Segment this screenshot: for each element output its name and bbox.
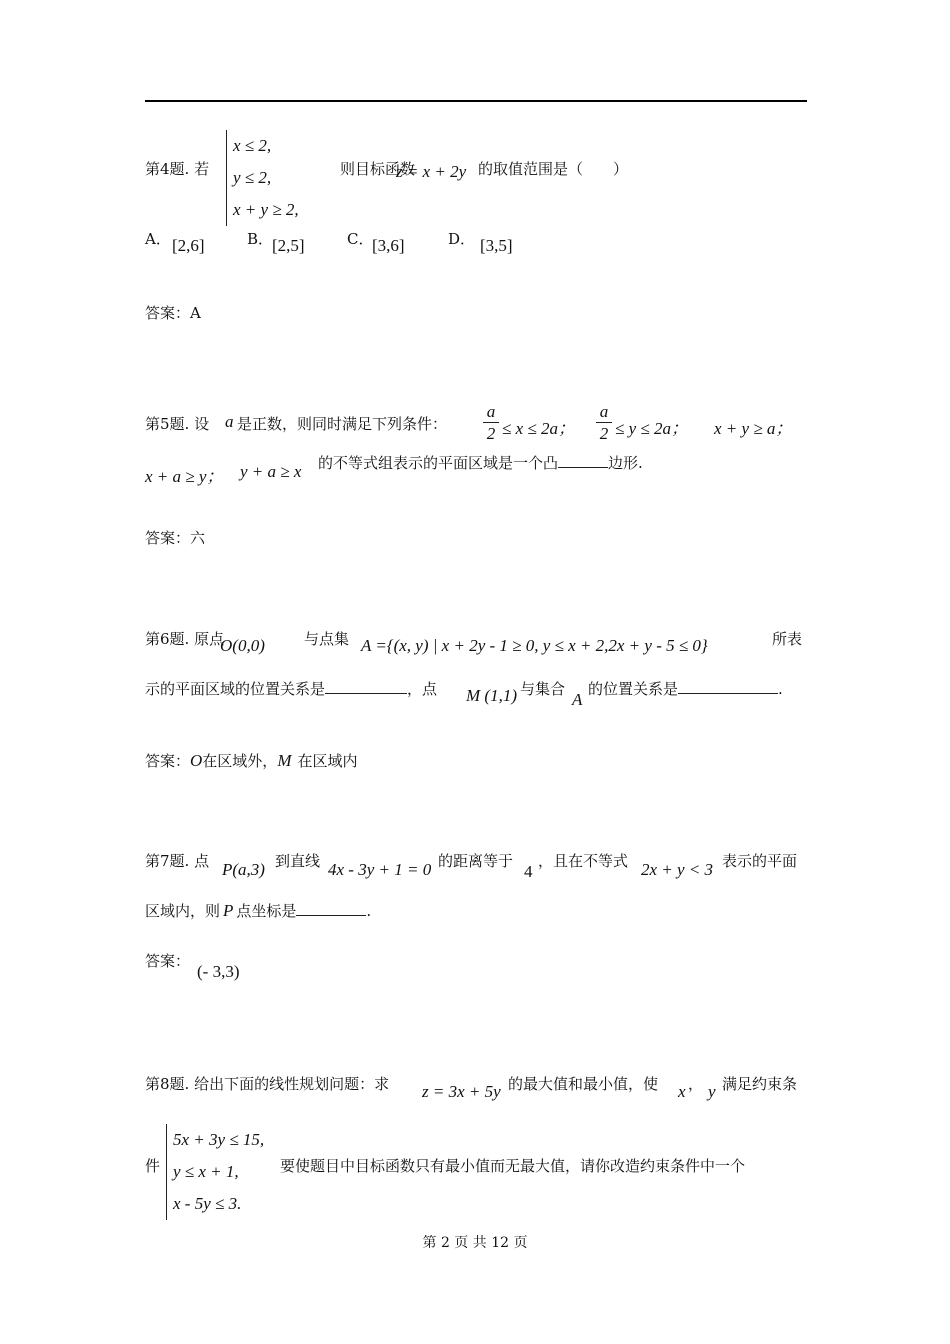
q5-answer: 答案：六 [145, 529, 206, 547]
q4-constraint-system [226, 130, 299, 226]
q5-text-3: 边形. [608, 454, 643, 472]
q5-label: 第5题. 设 [145, 415, 210, 433]
q6-line-2b: ，点 [407, 680, 438, 698]
q7-blank[interactable] [296, 915, 366, 916]
q5-text-1: 是正数，则同时满足下列条件： [237, 415, 448, 433]
q7-line-eq: 4x - 3y + 1 = 0 [328, 860, 432, 879]
q4-constraint-2: y ≤ 2, [233, 168, 272, 187]
q7-inequality: 2x + y < 3 [641, 860, 714, 879]
q7-text-2: 的距离等于 [438, 852, 514, 870]
q8-constraint-1: 5x + 3y ≤ 15, [173, 1130, 265, 1149]
q6-answer [145, 750, 358, 771]
q4-option-b-value: [2,5] [272, 236, 305, 255]
q4-constraint-3: x + y ≥ 2, [233, 200, 299, 219]
q4-option-c-letter: C． [347, 230, 374, 248]
q8-text-2: 满足约束条 [722, 1075, 798, 1093]
q7-line-2 [145, 900, 371, 921]
q4-option-c-value: [3,6] [372, 236, 405, 255]
q7-distance: 4 [524, 862, 533, 881]
q8-constraint-system [166, 1124, 264, 1220]
q5-condition-2: ≤ y ≤ 2a； [615, 419, 688, 438]
q7-text-3: ，且在不等式 [538, 852, 629, 870]
q4-option-d-value: [3,5] [480, 236, 513, 255]
q6-answer-mid: 在区域外， [202, 752, 278, 770]
q5-condition-1: ≤ x ≤ 2a； [502, 419, 575, 438]
q5-var-a: a [225, 412, 234, 431]
q6-origin: O(0,0) [220, 636, 265, 655]
q5-condition-4: x + a ≥ y； [145, 467, 224, 486]
q7-text-1: 到直线 [275, 852, 321, 870]
q6-line-2d-wrap [588, 678, 783, 699]
q8-var-x: x [678, 1082, 686, 1101]
q5-text-2 [318, 452, 643, 473]
q5-blank[interactable] [558, 467, 608, 468]
q6-text-1: 与点集 [304, 630, 350, 648]
q4-tail-text: 的取值范围是（ ） [478, 160, 629, 178]
q8-objective: z = 3x + 5y [422, 1082, 501, 1101]
q8-text-3: 要使题目中目标函数只有最小值而无最大值，请你改造约束条件中一个 [280, 1157, 746, 1175]
q5-fraction-1-den: 2 [486, 424, 496, 443]
q6-line-2c: 与集合 [520, 680, 566, 698]
q6-line-2e: . [778, 680, 783, 698]
q8-comma: ， [688, 1075, 704, 1093]
q4-label: 第4题. 若 [145, 160, 210, 178]
q8-text-1: 的最大值和最小值，使 [508, 1075, 659, 1093]
q4-constraint-1: x ≤ 2, [233, 136, 272, 155]
q6-answer-O: O [190, 751, 203, 770]
page-footer: 第 2 页 共 12 页 [422, 1235, 528, 1251]
q7-line-2b: 点坐标是 [236, 902, 297, 920]
q8-constraint-3: x - 5y ≤ 3. [173, 1194, 242, 1213]
q8-var-y: y [708, 1082, 716, 1101]
q7-text-4: 表示的平面 [722, 852, 798, 870]
q6-label: 第6题. 原点 [145, 630, 225, 648]
q6-set-A-ref: A [572, 690, 583, 709]
q5-condition-5: y + a ≥ x [240, 462, 302, 481]
q5-fraction-2-num: a [596, 402, 612, 423]
q6-line-2d: 的位置关系是 [588, 680, 679, 698]
q7-label: 第7题. 点 [145, 852, 210, 870]
q5-fraction-1 [483, 402, 499, 445]
q6-line-2 [145, 678, 437, 699]
q7-answer-prefix: 答案： [145, 952, 191, 970]
q8-label: 第8题. 给出下面的线性规划问题：求 [145, 1075, 390, 1093]
q8-constraint-2: y ≤ x + 1, [173, 1162, 239, 1181]
q6-answer-prefix: 答案： [145, 752, 191, 770]
q4-option-d-letter: D． [448, 230, 476, 248]
q7-line-2a: 区域内，则 [145, 902, 221, 920]
q6-text-2: 所表 [772, 630, 803, 648]
q6-blank-1[interactable] [325, 693, 407, 694]
q7-line-2c: . [366, 902, 372, 920]
q4-option-a-letter: A． [145, 230, 171, 248]
q5-fraction-2-den: 2 [599, 424, 609, 443]
header-rule [145, 100, 807, 102]
q6-answer-end: 在区域内 [297, 752, 358, 770]
q7-point-P: P(a,3) [222, 860, 265, 879]
q4-objective: z = x + 2y [396, 162, 467, 181]
q4-mid-text: 则目标函数 [340, 160, 416, 178]
q5-fraction-1-num: a [483, 402, 499, 423]
q6-point-M: M (1,1) [466, 686, 517, 705]
q5-fraction-2 [596, 402, 612, 445]
q8-jian: 件 [145, 1157, 161, 1175]
q5-text-2-body: 的不等式组表示的平面区域是一个凸 [318, 454, 559, 472]
q6-set-A: A ={(x, y) | x + 2y - 1 ≥ 0, y ≤ x + 2,2x + y - 5 ≤ 0} [361, 636, 708, 655]
q6-line-2a: 示的平面区域的位置关系是 [145, 680, 326, 698]
q7-answer-value: (- 3,3) [197, 962, 240, 981]
q4-option-b-letter: B． [247, 230, 274, 248]
q5-condition-3: x + y ≥ a； [714, 419, 793, 438]
q4-answer: 答案：A [145, 304, 201, 322]
q4-option-a-value: [2,6] [172, 236, 205, 255]
q7-P-ref: P [223, 901, 234, 920]
q6-blank-2[interactable] [678, 693, 778, 694]
q6-answer-M: M [277, 751, 292, 770]
